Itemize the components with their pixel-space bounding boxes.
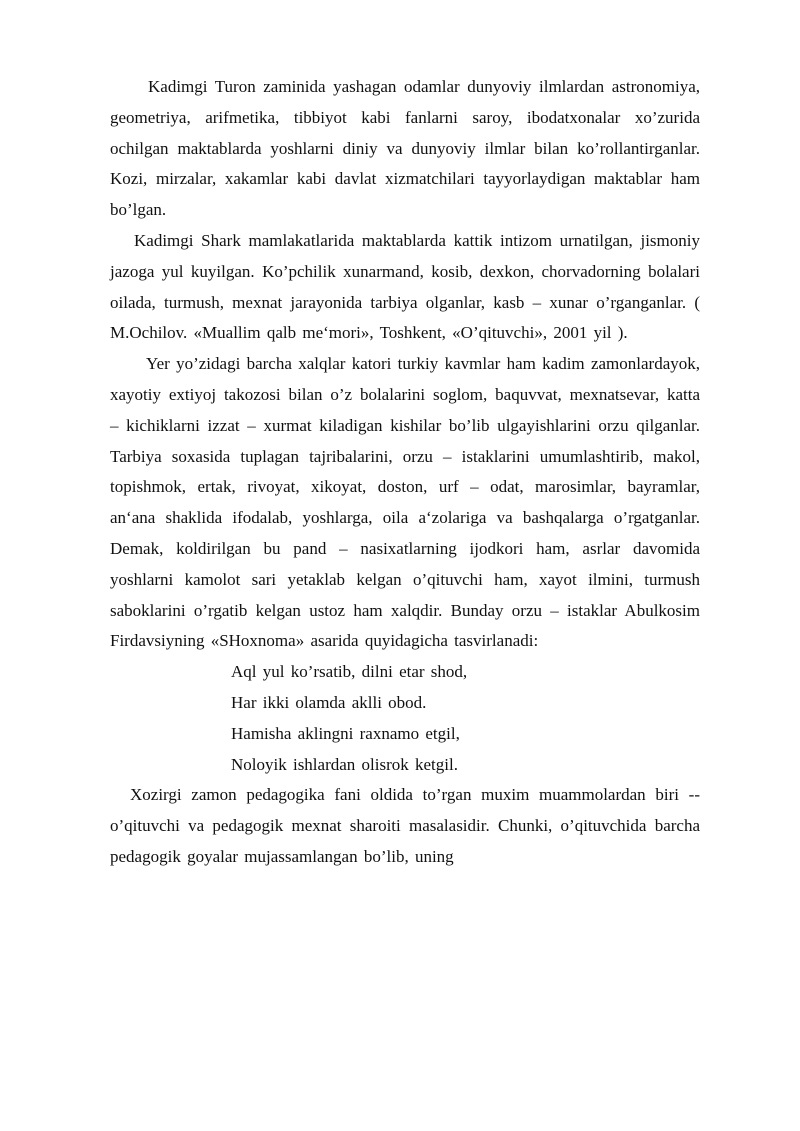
paragraph-closing: Xozirgi zamon pedagogika fani oldida to’rgan muxim muammolardan biri -- o’qituvchi va pedagogik mexnat sharoiti masalasidir. Chunki, o’qituvchida barcha pedagogik goyalar mujassamlangan bo’lib, uning: [110, 785, 700, 866]
poem-line-4: Noloyik ishlardan olisrok ketgil.: [231, 754, 458, 774]
paragraph-turkiy: Yer yo’zidagi barcha xalqlar katori turkiy kavmlar ham kadim zamonlardayok, xayotiy extiyoj takozosi bilan o’z bolalarini soglom, baquvvat, mexnatsevar, katta – kichiklarni izzat – xurmat kiladigan kishilar bo’lib ulgayishlarini orzu qilganlar. Tarbiya soxasida tuplagan tajribalarini, orzu – istaklarini umumlashtirib, makol, topishmok, ertak, rivoyat, xikoyat, doston, urf – odat, marosimlar, bayramlar, an‘ana shaklida ifodalab, yoshlarga, oila a‘zolariga va bashqalarga o’rgatganlar. Demak, koldirilgan bu pand – nasixatlarning ijodkori ham, asrlar davomida yoshlarni kamolot sari yetaklab kelgan o’qituvchi ham, xayot ilmini, turmush saboklarini o’rgatib kelgan ustoz ham xalqdir. Bunday orzu – istaklar Abulkosim Firdavsiyning «SHoxnoma» asarida quyidagicha tasvirlanadi:: [110, 354, 700, 651]
document-page: [110, 72, 700, 873]
poem-quote: [110, 657, 700, 780]
paragraph-turon: Kadimgi Turon zaminida yashagan odamlar dunyoviy ilmlardan astronomiya, geometriya, arifmetika, tibbiyot kabi fanlarni saroy, ibodatxonalar xo’zurida ochilgan maktablarda yoshlarni diniy va dunyoviy ilmlar bilan ko’rollantirganlar. Kozi, mirzalar, xakamlar kabi davlat xizmatchilari tayyorlaydigan maktablar ham bo’lgan.: [110, 77, 700, 220]
poem-line-3: Hamisha aklingni raxnamo etgil,: [231, 723, 460, 743]
poem-line-1: Aql yul ko’rsatib, dilni etar shod,: [231, 662, 468, 682]
paragraph-shark: Kadimgi Shark mamlakatlarida maktablarda kattik intizom urnatilgan, jismoniy jazoga yul kuyilgan. Ko’pchilik xunarmand, kosib, dexkon, chorvadorning bolalari oilada, turmush, mexnat jarayonida tarbiya olganlar, kasb – xunar o’rganganlar. ( M.Ochilov. «Muallim qalb me‘mori», Toshkent, «O’qituvchi», 2001 yil ).: [110, 230, 700, 343]
poem-line-2: Har ikki olamda aklli obod.: [231, 692, 427, 712]
